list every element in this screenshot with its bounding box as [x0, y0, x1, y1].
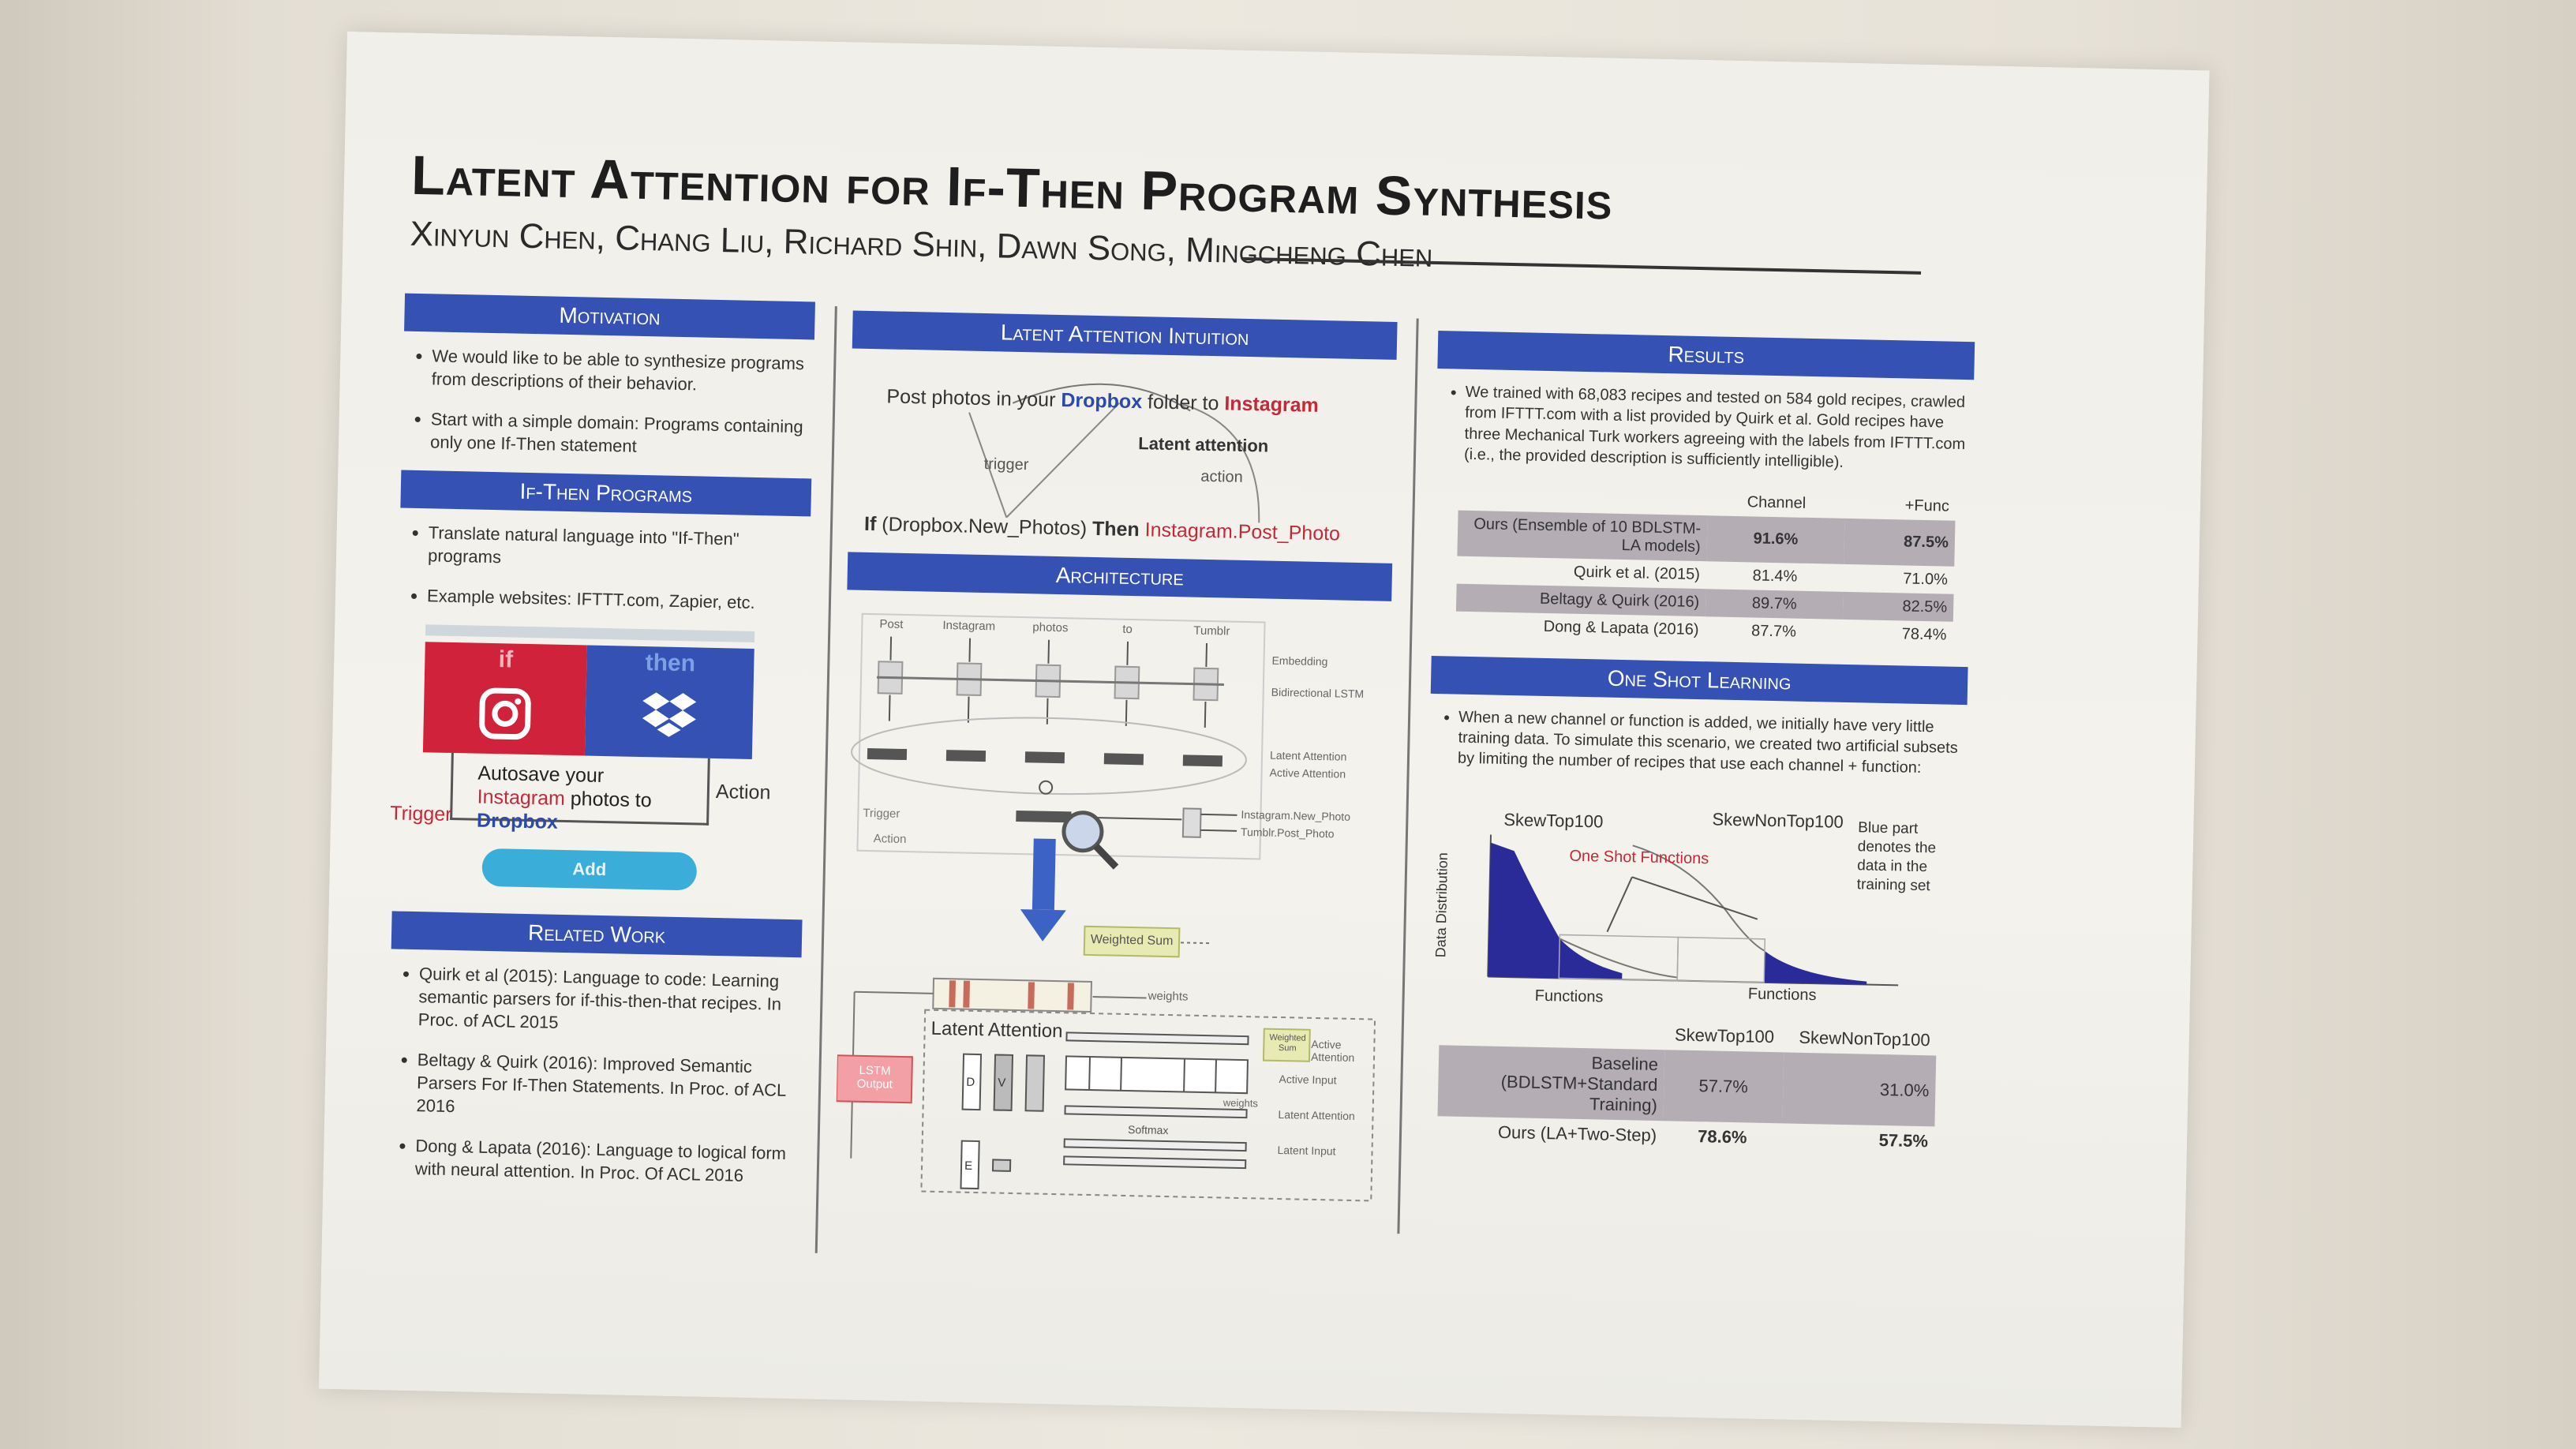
list-item: • Start with a simple domain: Programs containing only one If-Then statement: [430, 407, 813, 461]
intuition-header: Latent Attention Intuition: [852, 310, 1398, 359]
list-item: • We would like to be able to synthesize programs from descriptions of their behavior.: [432, 344, 814, 398]
oneshot-header: One Shot Learning: [1431, 656, 1968, 705]
arch-action-label: Action: [873, 832, 907, 847]
weights-label: weights: [1148, 989, 1189, 1004]
trigger-label: Trigger: [389, 802, 452, 826]
table-header-row: SkewTop100 SkewNonTop100: [1674, 1024, 1930, 1050]
token-label: Post: [879, 617, 904, 631]
softmax-label: Softmax: [1127, 1123, 1169, 1137]
list-item: • Dong & Lapata (2016): Language to logical form with neural attention. In Proc. Of ACL 2016: [415, 1135, 798, 1189]
detail-label: Active Input: [1279, 1073, 1337, 1087]
table-row: Dong & Lapata (2016) 87.7% 78.4%: [1543, 617, 1947, 644]
poster-sheet: [319, 32, 2210, 1428]
intuition-figure: [848, 348, 1396, 563]
y-axis-label: Data Distribution: [1432, 852, 1451, 958]
output-label: Tumblr.Post_Photo: [1240, 825, 1335, 841]
matrix-v-label: V: [998, 1076, 1006, 1090]
card-then-word: then: [645, 650, 696, 677]
card-caption: Autosave your Instagram photos to Dropbox: [476, 762, 652, 834]
list-item: • Beltagy & Quirk (2016): Improved Semantic Parsers For If-Then Statements. In Proc. of ACL 2016: [416, 1048, 799, 1125]
list-item: • Translate natural language into "If-Then" programs: [428, 521, 811, 575]
intuition-program: If (Dropbox.New_Photos) Then Instagram.Post_Photo: [863, 512, 1341, 545]
add-button[interactable]: Add: [481, 848, 697, 891]
token-label: Tumblr: [1193, 623, 1230, 638]
detail-label: Active Attention: [1310, 1037, 1355, 1065]
list-item: • Quirk et al (2015): Language to code: Learning semantic parsers for if-this-then-that recipes. In Proc. of ACL 2015: [417, 962, 801, 1039]
detail-label: Latent Input: [1277, 1143, 1336, 1158]
table-header-row: Channel +Func: [1747, 492, 1950, 515]
right-column: [1421, 331, 1975, 1157]
matrix-e-label: E: [964, 1159, 973, 1173]
matrix-d-label: D: [966, 1075, 975, 1089]
token-label: photos: [1032, 620, 1069, 635]
table-row: Ours (LA+Two-Step) 78.6% 57.5%: [1497, 1121, 1929, 1151]
results-text: [1436, 381, 1974, 476]
oneshot-text: [1429, 706, 1968, 779]
layer-label: Embedding: [1271, 653, 1328, 668]
skew-nontop-label: SkewNonTop100: [1712, 809, 1844, 832]
trigger-arrow-label: trigger: [983, 455, 1029, 474]
motivation-list: [402, 344, 814, 462]
action-arrow-label: action: [1200, 467, 1244, 486]
middle-column: [834, 310, 1398, 1232]
action-label: Action: [715, 781, 771, 804]
left-column: [386, 294, 815, 1206]
table-row: Beltagy & Quirk (2016) 89.7% 82.5%: [1456, 583, 1954, 621]
architecture-header: Architecture: [847, 552, 1392, 601]
ifthen-header: If-Then Programs: [400, 470, 811, 517]
card-if-word: if: [498, 646, 514, 673]
output-label: Instagram.New_Photo: [1241, 807, 1351, 823]
oneshot-functions-label: One Shot Functions: [1569, 847, 1709, 868]
oneshot-table: [1437, 1015, 1937, 1156]
table-row: Quirk et al. (2015) 81.4% 71.0%: [1573, 563, 1949, 589]
list-item: • When a new channel or function is added, we initially have very little training data. To simulate this scenario, we created two artificial subsets by limiting the number of recipes that use each channel + function:: [1458, 706, 1968, 780]
results-header: Results: [1437, 331, 1975, 380]
list-item: • Example websites: IFTTT.com, Zapier, etc.: [427, 584, 810, 615]
table-row: Ours (Ensemble of 10 BDLSTM-LA models) 91.6% 87.5%: [1457, 510, 1955, 566]
results-table: [1455, 482, 1956, 649]
token-label: to: [1122, 622, 1133, 636]
layer-label: Bidirectional LSTM: [1271, 685, 1365, 701]
layer-label: Active Attention: [1269, 766, 1346, 781]
card-caption-area: [389, 752, 771, 854]
lstm-output-label: LSTM Output: [856, 1063, 893, 1091]
x-axis-label-left: Functions: [1534, 987, 1604, 1006]
card-browser-bar: [425, 624, 754, 642]
weights-small-label: weights: [1222, 1096, 1259, 1110]
intuition-sentence: Post photos in your Dropbox folder to Instagram: [886, 385, 1320, 417]
card-if-panel: [423, 642, 587, 755]
latent-attention-label: Latent attention: [1138, 433, 1269, 456]
oneshot-figure: [1424, 786, 1965, 1026]
weighted-sum-label: Weighted Sum: [1090, 932, 1174, 949]
column-divider: [1397, 318, 1418, 1234]
blue-part-note: Blue part denotes the data in the training set: [1856, 819, 1937, 894]
ifthen-list: [399, 521, 811, 616]
detail-label: Latent Attention: [1278, 1108, 1355, 1123]
dropbox-icon: [641, 689, 697, 742]
table-row: Baseline (BDLSTM+Standard Training) 57.7% 31.0%: [1438, 1045, 1937, 1126]
token-label: Instagram: [942, 618, 996, 634]
poster-title: Latent Attention for If-Then Program Synthesis: [410, 144, 1614, 231]
column-divider: [815, 306, 837, 1253]
x-axis-label-right: Functions: [1747, 985, 1817, 1004]
poster-authors: Xinyun Chen, Chang Liu, Richard Shin, Dawn Song, Mingcheng Chen: [410, 214, 1433, 275]
skew-top-label: SkewTop100: [1503, 809, 1604, 832]
motivation-header: Motivation: [404, 294, 815, 340]
list-item: • We trained with 68,083 recipes and tested on 584 gold recipes, crawled from IFTTT.com with a list provided by Quirk et al. Gold recipes have three Mechanical Turk workers agreeing with the labels from IFTTT.com (i.e., the provided description is sufficiently intelligible).: [1464, 382, 1974, 476]
instagram-icon: [477, 686, 533, 742]
related-list: [387, 962, 802, 1189]
layer-label: Latent Attention: [1269, 748, 1347, 763]
ifttt-card: [389, 624, 771, 892]
arch-trigger-label: Trigger: [863, 806, 900, 821]
architecture-figure: [834, 590, 1392, 1232]
latent-attention-title: Latent Attention: [930, 1017, 1063, 1043]
weighted-sum-small-label: Weighted Sum: [1269, 1032, 1306, 1054]
card-then-panel: [585, 646, 754, 759]
related-header: Related Work: [391, 912, 803, 958]
